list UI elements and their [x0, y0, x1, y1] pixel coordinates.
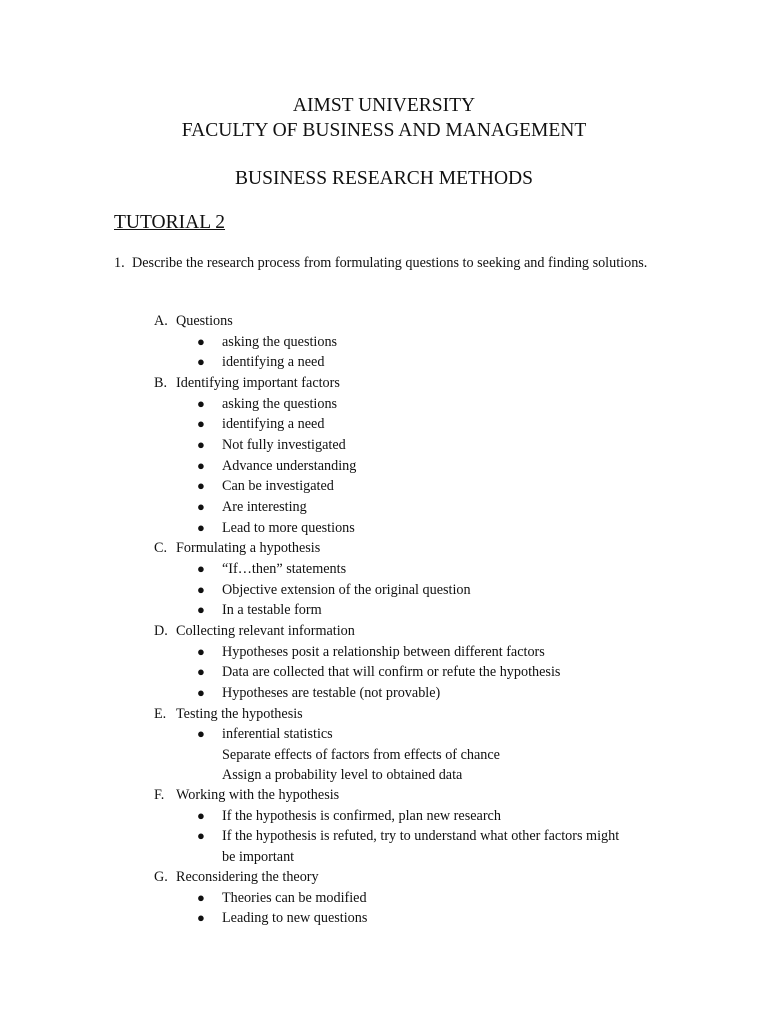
bullet-item: [0, 352, 768, 373]
bullet-icon: ●: [197, 685, 205, 700]
bullet-icon: ●: [197, 807, 205, 823]
section-heading: [0, 538, 768, 559]
section-title: Testing the hypothesis: [176, 705, 303, 722]
item-text: Lead to more questions: [222, 519, 355, 536]
item-text: Assign a probability level to obtained data: [222, 766, 463, 783]
faculty-name: FACULTY OF BUSINESS AND MANAGEMENT: [181, 120, 587, 141]
bullet-item: [0, 394, 768, 415]
item-text: If the hypothesis is confirmed, plan new research: [222, 807, 501, 824]
bullet-item: [0, 683, 768, 704]
bullet-item: [0, 600, 768, 621]
item-text: Hypotheses are testable (not provable): [222, 685, 441, 701]
item-text: asking the questions: [222, 395, 338, 412]
section-letter: G.: [154, 868, 168, 885]
section-letter: D.: [154, 623, 168, 640]
section-title: Collecting relevant information: [176, 623, 355, 640]
bullet-item: [0, 642, 768, 663]
bullet-icon: ●: [197, 602, 205, 618]
section-heading: [0, 867, 768, 888]
bullet-icon: ●: [197, 581, 205, 597]
item-text: In a testable form: [222, 602, 322, 619]
bullet-item: [0, 414, 768, 435]
item-text: Advance understanding: [222, 457, 357, 474]
bullet-item: [0, 580, 768, 601]
continuation-line: [0, 745, 768, 765]
question-text: Describe the research process from formulating questions to seeking and finding solutions.: [132, 255, 648, 271]
bullet-icon: ●: [197, 828, 205, 844]
course-title: BUSINESS RESEARCH METHODS: [235, 168, 533, 189]
question-number: 1.: [114, 255, 125, 271]
section-letter: E.: [154, 705, 167, 722]
title-block: [0, 93, 768, 143]
bullet-item: [0, 497, 768, 518]
bullet-icon: ●: [197, 457, 205, 473]
bullet-item: [0, 826, 768, 847]
section-title: Reconsidering the theory: [176, 868, 319, 885]
bullet-icon: ●: [197, 910, 205, 926]
bullet-item: [0, 435, 768, 456]
item-text: asking the questions: [222, 333, 338, 350]
bullet-item: [0, 559, 768, 580]
item-text: Data are collected that will confirm or refute the hypothesis: [222, 664, 561, 681]
bullet-icon: ●: [197, 499, 205, 514]
item-text: identifying a need: [222, 416, 325, 433]
bullet-icon: ●: [197, 889, 205, 905]
answer-outline: [0, 311, 768, 929]
bullet-icon: ●: [197, 664, 205, 680]
bullet-item: [0, 456, 768, 477]
continuation-line: [0, 765, 768, 785]
item-text: inferential statistics: [222, 726, 333, 743]
section-heading: [0, 311, 768, 332]
section-heading: [0, 785, 768, 806]
university-name: AIMST UNIVERSITY: [292, 95, 476, 116]
section-title: Formulating a hypothesis: [176, 540, 321, 557]
item-text: If the hypothesis is refuted, try to understand what other factors might: [222, 828, 620, 845]
item-text: Are interesting: [222, 499, 307, 515]
continuation-line: [0, 847, 768, 867]
bullet-item: [0, 476, 768, 497]
bullet-item: [0, 806, 768, 827]
section-title: Working with the hypothesis: [176, 786, 340, 803]
bullet-icon: ●: [197, 519, 205, 535]
item-text: Theories can be modified: [222, 889, 367, 906]
bullet-icon: ●: [197, 726, 205, 742]
item-text: “If…then” statements: [222, 560, 347, 577]
tutorial-heading: TUTORIAL 2: [114, 212, 226, 233]
section-letter: B.: [154, 374, 168, 391]
item-text: Hypotheses posit a relationship between different factors: [222, 643, 545, 660]
bullet-icon: ●: [197, 436, 205, 452]
section-heading: [0, 621, 768, 642]
section-title: Identifying important factors: [176, 374, 340, 391]
section-heading: [0, 373, 768, 394]
item-text: Objective extension of the original question: [222, 581, 471, 598]
item-text: identifying a need: [222, 354, 325, 371]
section-letter: F.: [154, 786, 165, 803]
bullet-item: [0, 724, 768, 745]
bullet-icon: ●: [197, 333, 205, 349]
section-heading: [0, 704, 768, 725]
bullet-item: [0, 888, 768, 909]
section-letter: A.: [154, 313, 168, 329]
item-text: Can be investigated: [222, 478, 334, 495]
bullet-icon: ●: [197, 416, 205, 432]
bullet-icon: ●: [197, 643, 205, 659]
bullet-icon: ●: [197, 560, 205, 576]
bullet-icon: ●: [197, 395, 205, 411]
bullet-item: [0, 332, 768, 353]
item-text: Separate effects of factors from effects of chance: [222, 746, 500, 763]
item-text: Not fully investigated: [222, 436, 346, 453]
bullet-item: [0, 662, 768, 683]
bullet-icon: ●: [197, 354, 205, 370]
item-text: be important: [222, 848, 295, 865]
bullet-item: [0, 518, 768, 539]
bullet-icon: ●: [197, 478, 205, 494]
section-title: Questions: [176, 313, 233, 329]
bullet-item: [0, 908, 768, 929]
section-letter: C.: [154, 540, 168, 557]
item-text: Leading to new questions: [222, 910, 368, 927]
